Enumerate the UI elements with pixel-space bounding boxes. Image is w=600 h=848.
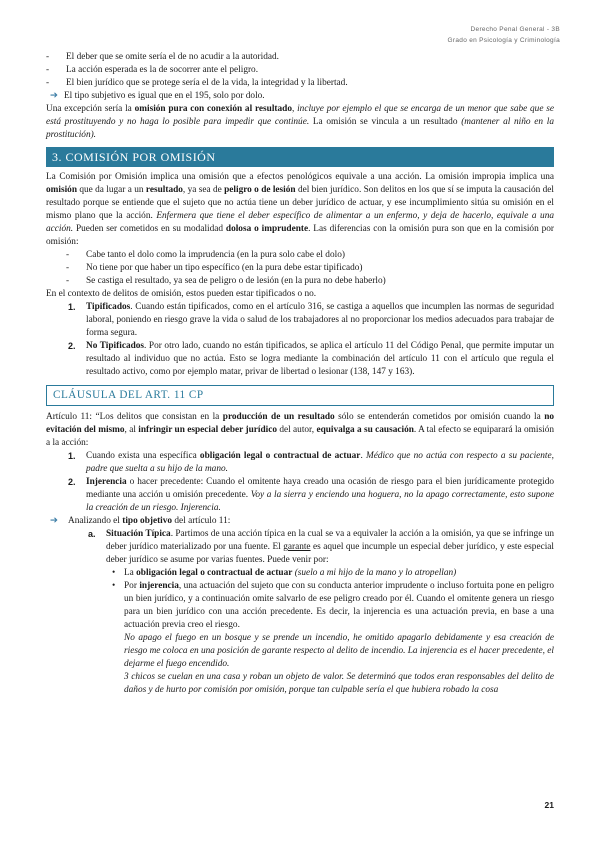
text-run: Pueden ser cometidos en su modalidad	[73, 224, 226, 234]
header-degree: Grado en Psicología y Criminología	[447, 37, 560, 44]
italic-run: (suelo a mi hijo de la mano y lo atropellan)	[292, 568, 457, 578]
text-run: , al	[124, 425, 139, 435]
list-item: - La acción esperada es la de socorrer ante el peligro.	[46, 64, 554, 77]
bold-run: Injerencia	[86, 477, 127, 487]
bold-run: equivalga a su causación	[316, 425, 414, 435]
text-run: Por	[124, 581, 140, 591]
lettered-item	[46, 528, 554, 567]
bold-run: omisión	[46, 185, 77, 195]
list-item: - Se castiga el resultado, ya sea de peligro o de lesión (en la pura no debe haberlo)	[66, 275, 554, 288]
numbered-item	[46, 301, 554, 340]
text-run: del autor,	[276, 425, 317, 435]
bold-run: peligro o de lesión	[224, 185, 296, 195]
text-run: . Partimos de una acción típica en la cual se va a equivaler la acción a la omisión, ya que se infringe un deber jurídico materializado por una fuente. El	[106, 529, 554, 552]
arrow-item	[46, 515, 554, 528]
bold-run: tipo objetivo	[122, 516, 173, 526]
text-run: Una excepción sería la	[46, 104, 135, 114]
item-number: 1.	[68, 302, 76, 312]
bold-run: infringir un especial deber jurídico	[138, 425, 277, 435]
text-run: La omisión se vincula a un resultado	[309, 117, 462, 127]
italic-run: 3 chicos se cuelan en una casa y roban un objeto de valor. Se determinó que todos eran responsables del delito de daños y de hurto por comisión por omisión, porque tan culpable sería el que hubiera robado la cosa	[124, 672, 554, 695]
item-number: 1.	[68, 451, 76, 461]
document-body	[46, 51, 554, 697]
italic-run: No apago el fuego en un bosque y se prende un incendio, he omitido apagarlo debidamente y esa creación de riesgo me coloca en una posición de garante respecto al delito de incendio. La injerencia es el hacer precedente, el dejarme el fuego encendido.	[124, 633, 554, 669]
bold-run: no evitación del mismo	[46, 412, 555, 435]
page-number: 21	[544, 800, 554, 810]
context-paragraph: En el contexto de delitos de omisión, estos pueden estar tipificados o no.	[46, 289, 317, 299]
bold-run: obligación legal o contractual de actuar	[136, 568, 293, 578]
bullet-icon: •	[112, 568, 116, 578]
page-header	[448, 24, 560, 46]
bold-run: Situación Típica	[106, 529, 171, 539]
intro-paragraph	[46, 171, 554, 249]
italic-run: Médico que no actúa con respecto a su paciente, padre que suelta a su hijo de la mano.	[86, 451, 554, 474]
example-paragraph	[46, 632, 554, 671]
arrow-item	[46, 90, 554, 103]
bold-run: dolosa o imprudente	[225, 224, 309, 234]
bullet-item	[46, 567, 554, 580]
list-item: - El deber que se omite sería el de no acudir a la autoridad.	[46, 51, 554, 64]
italic-run: Voy a la sierra y enciendo una hoguera, no la apago correctamente, esto supone la creación de un riesgo. Injerencia.	[86, 490, 554, 513]
text-run: La	[124, 568, 137, 578]
bold-run: Tipificados	[86, 302, 131, 312]
list-item: - No tiene por que haber un tipo específico (en la pura debe estar tipificado)	[66, 262, 554, 275]
arrow-icon: ➔	[50, 91, 58, 101]
text-run: Analizando el	[68, 516, 123, 526]
exception-paragraph	[46, 103, 554, 142]
item-number: 2.	[68, 477, 76, 487]
underlined-run: garante	[283, 542, 311, 552]
header-course: Derecho Penal General - 3B	[470, 26, 560, 33]
item-number: 2.	[68, 341, 76, 351]
text-run: . Las diferencias con la omisión pura son que en la comisión por omisión:	[46, 224, 554, 247]
bullet-item	[46, 580, 554, 632]
italic-run: incluye por ejemplo el que se encarga de un menor que sabe que se está prostituyendo y no haga lo posible para impedir que continúe.	[46, 104, 554, 127]
bullet-icon: •	[112, 581, 116, 591]
bold-run: No Tipificados	[86, 341, 145, 351]
art11-paragraph	[46, 411, 554, 450]
text-run: .	[360, 451, 366, 461]
bold-run: injerencia	[139, 581, 179, 591]
text-run: sólo se entenderán cometidos por omisión cuando la	[334, 412, 545, 422]
text-run: . A tal efecto se equiparará la omisión a la acción:	[46, 425, 554, 448]
numbered-item	[46, 450, 554, 476]
text-run: es aquel que incumple un especial deber jurídico, y este especial deber jurídico se asume por varias fuentes. Puede venir por:	[106, 542, 554, 565]
example-paragraph	[46, 671, 554, 697]
bold-run: producción de un resultado	[222, 412, 335, 422]
arrow-text: El tipo subjetivo es igual que en el 195, solo por dolo.	[64, 91, 265, 101]
list-item: - El bien jurídico que se protege sería el de la vida, la integridad y la libertad.	[46, 77, 554, 90]
text-run: Artículo 11: “Los delitos que consistan en la	[46, 412, 223, 422]
text-run: , una actuación del sujeto que con su conducta anterior imprudente o incluso fortuita pone en peligro un bien jurídico, y a continuación omite salvarlo de ese peligro creado por él. Cuando el omitente genera un riesgo para un bien jurídico con una acción precedente. Es decir, la injerencia es una actuación previa, en base a una actuación previa creo el riesgo.	[124, 581, 554, 630]
italic-run: (mantener al niño en la prostitución).	[46, 117, 554, 140]
text-run: o hacer precedente: Cuando el omitente haya creado una ocasión de riesgo para el bien jurídicamente protegido mediante una acción u omisión precedente.	[86, 477, 554, 500]
text-run: del bien jurídico. Son delitos en los que sí se imputa la causación del resultado porque se entiende que el sujeto que no actúa tiene un deber jurídico de actuar, y ese incumplimiento sitúa su omisión en el mismo plano que la acción.	[46, 185, 555, 221]
text-run: del artículo 11:	[172, 516, 231, 526]
text-run: que da lugar a un	[77, 185, 146, 195]
text-run: Cuando exista una específica	[86, 451, 200, 461]
bold-run: obligación legal o contractual de actuar	[199, 451, 361, 461]
text-run: La Comisión por Omisión implica una omisión que a efectos penológicos equivale a una acción. La omisión impropia implica una	[46, 172, 554, 182]
numbered-item	[46, 476, 554, 515]
item-letter: a.	[88, 529, 96, 539]
text-run: . Por otro lado, cuando no están tipificados, se aplica el artículo 11 del Código Penal, que permite imputar un resultado al individuo que no actúa. Esto se logra mediante la combinación del artículo 11 con el artículo que regula el resultado activo, como por ejemplo matar, privar de libertad o lesionar (138, 147 y 163).	[86, 341, 554, 377]
arrow-icon: ➔	[50, 516, 58, 526]
text-run: ,	[291, 104, 298, 114]
list-item: - Cabe tanto el dolo como la imprudencia (en la pura solo cabe el dolo)	[66, 249, 554, 262]
bold-run: omisión pura con conexión al resultado	[134, 104, 292, 114]
text-run: , ya sea de	[182, 185, 225, 195]
subsection-heading: CLÁUSULA DEL ART. 11 CP	[46, 385, 554, 406]
numbered-item	[46, 340, 554, 379]
bold-run: resultado	[145, 185, 183, 195]
italic-run: Enfermera que tiene el deber específico de alimentar a un enfermo, y deja de hacerlo, equivale a una acción.	[46, 211, 554, 234]
text-run: . Cuando están tipificados, como en el artículo 316, se castiga a aquellos que incumplen las normas de seguridad laboral, poniendo en riesgo grave la vida o salud de los trabajadores al no proporcionar los medios adecuados para trabajar de forma segura.	[86, 302, 554, 338]
section-heading: 3. COMISIÓN POR OMISIÓN	[46, 147, 554, 167]
